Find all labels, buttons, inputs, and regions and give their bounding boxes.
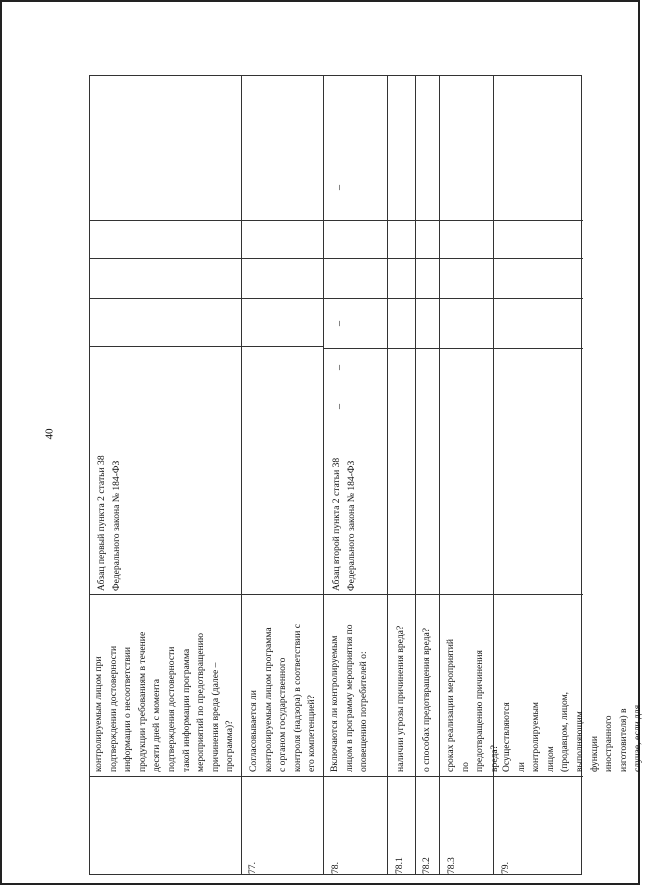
row-divider (323, 76, 324, 874)
question-text: Согласовывается ли контролируемым лицом программа с органом государственного контроля (надзора) в соответствии с его компетенцией? (248, 623, 318, 772)
row-divider (415, 76, 416, 874)
column-divider-reference (323, 348, 583, 349)
row-number: 78.3 (446, 857, 457, 874)
row-number: 78.2 (421, 857, 432, 874)
answer-mark: – (334, 321, 345, 326)
column-divider-number (90, 776, 583, 777)
question-text: о способах предотвращения вреда? (421, 628, 432, 772)
column-divider-question (90, 594, 583, 595)
question-text: Включаются ли контролируемым лицом в программу мероприятия по оповещению потребителей о: (329, 624, 370, 772)
column-divider-no (90, 258, 583, 259)
answer-mark: – (334, 185, 345, 190)
row-divider (241, 76, 242, 874)
question-text: наличии угрозы причинения вреда? (395, 625, 406, 772)
answer-mark: – (334, 365, 345, 370)
checklist-table (89, 75, 644, 875)
row-number: 78. (330, 862, 341, 874)
row-divider (387, 76, 388, 874)
row-divider (439, 76, 440, 874)
page-number: 40 (43, 428, 56, 440)
column-divider-yes (90, 298, 583, 299)
row-number: 78.1 (394, 857, 405, 874)
row-number: 77. (247, 862, 258, 874)
question-text: контролируемым лицом при подтверждении достоверности информации о несоответствии продукции требованиям в течение десяти дней с момента подтверждения достоверности такой информации программа мероприятий по предотвращению причинения вреда (далее – программа)? (93, 631, 236, 772)
question-text: сроках реализации мероприятий по предотвращению причинения вреда? (445, 639, 500, 772)
legal-reference: Абзац первый пункта 2 статьи 38 Федерального закона № 184-ФЗ (96, 455, 122, 591)
question-text: Осуществляются ли контролируемым лицом (продавцом, лицом, выполняющим функции иностранного изготовителя) в случае, если для (501, 691, 644, 772)
column-divider-na (90, 220, 583, 221)
legal-reference: Абзац второй пункта 2 статьи 38 Федерального закона № 184-ФЗ (331, 457, 357, 591)
answer-mark: – (334, 404, 345, 409)
column-divider-reference (90, 346, 323, 347)
row-number: 79. (500, 862, 511, 874)
